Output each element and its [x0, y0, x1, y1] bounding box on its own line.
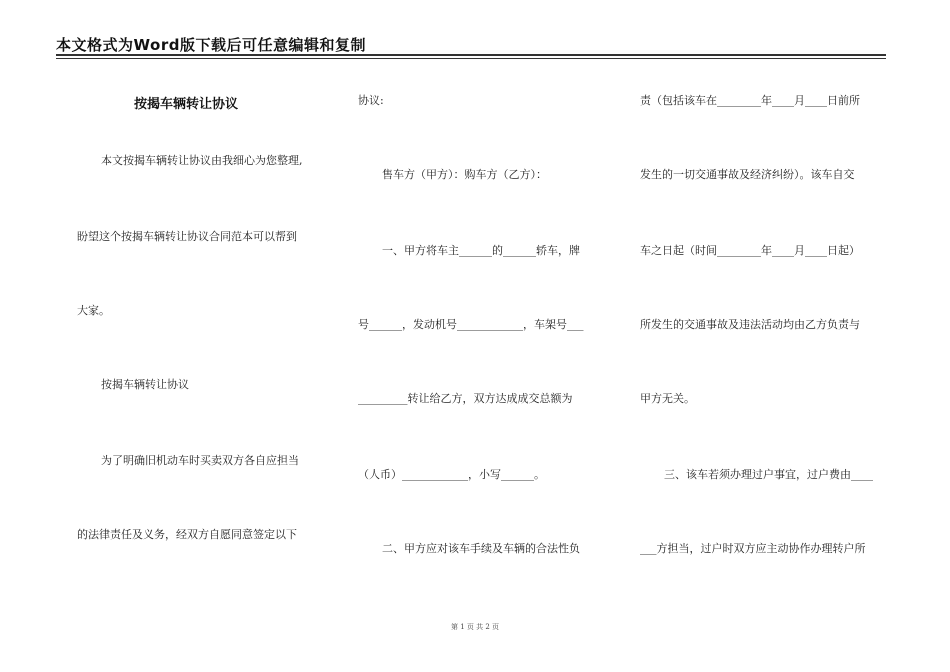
col2-line: 售车方（甲方）：购车方（乙方）： [382, 168, 547, 181]
col2-line: 号______，发动机号____________，车架号___ [358, 318, 584, 331]
col3-line: 甲方无关。 [640, 392, 695, 405]
col3-line: 责（包括该车在________年____月____日前所 [640, 94, 860, 107]
col1-line: 按揭车辆转让协议 [101, 378, 189, 391]
header-rule-thin [56, 58, 886, 59]
col3-line: 三、该车若须办理过户事宜，过户费由____ [664, 468, 873, 481]
col2-line: 二、甲方应对该车手续及车辆的合法性负 [382, 542, 580, 555]
col2-line: 一、甲方将车主______的______轿车，牌 [382, 244, 580, 257]
col1-line: 大家。 [77, 304, 110, 317]
col1-line: 的法律责任及义务，经双方自愿同意签定以下 [77, 528, 297, 541]
header-title: 本文格式为Word版下载后可任意编辑和复制 [56, 36, 366, 54]
col1-line: 为了明确旧机动车时买卖双方各自应担当 [101, 454, 299, 467]
header-rule-thick [56, 54, 886, 56]
col2-line: _________转让给乙方，双方达成成交总额为 [358, 392, 573, 405]
col1-line: 本文按揭车辆转让协议由我细心为您整理, [101, 154, 303, 167]
col3-line: 车之日起（时间________年____月____日起） [640, 244, 860, 257]
col3-line: 所发生的交通事故及违法活动均由乙方负责与 [640, 318, 860, 331]
col2-line: （人币）____________，小写______。 [358, 468, 545, 481]
page-footer: 第 1 页 共 2 页 [450, 623, 500, 631]
document-title: 按揭车辆转让协议 [134, 97, 239, 112]
col1-line: 盼望这个按揭车辆转让协议合同范本可以帮到 [77, 230, 297, 243]
col3-line: 发生的一切交通事故及经济纠纷）。该车自交 [640, 168, 855, 181]
col3-line: ___方担当，过户时双方应主动协作办理转户所 [640, 542, 866, 555]
col2-line: 协议: [358, 94, 384, 107]
